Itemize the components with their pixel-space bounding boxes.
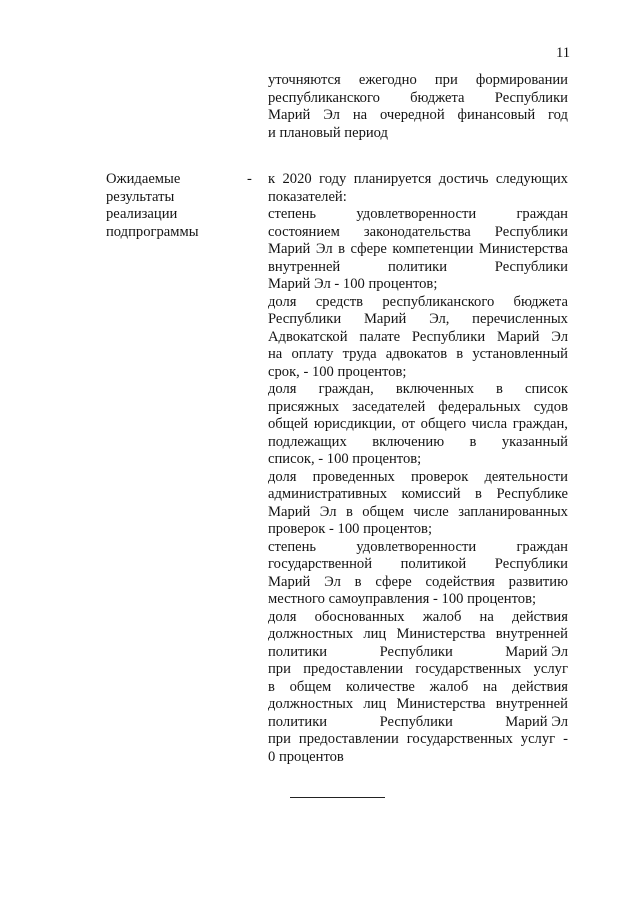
text-word: Эл (319, 503, 337, 520)
text-word: в (475, 486, 482, 502)
text-word: Эл (323, 107, 340, 123)
text-word: на (482, 678, 498, 695)
text-word: Марий (268, 241, 311, 257)
text-line (268, 714, 568, 732)
row-label-line: результаты (106, 188, 175, 205)
text-word: на (479, 608, 494, 625)
text-word: числе (413, 503, 449, 520)
text-word: Республики (494, 223, 568, 240)
text-word: заседателей (352, 398, 426, 415)
text-word: содействия (425, 573, 495, 590)
text-word: в (345, 503, 353, 520)
text-word: общем (289, 678, 332, 695)
text-word: политикой (400, 556, 467, 572)
text-word: административных (268, 486, 387, 502)
text-word: год (548, 107, 568, 123)
text-line (268, 294, 568, 312)
text-line (268, 346, 568, 364)
text-line (268, 644, 568, 662)
text-line (268, 276, 568, 294)
text-word: доля (268, 468, 297, 485)
text-word: список (525, 381, 568, 397)
text-word: при (268, 731, 291, 747)
text-word: общего (420, 416, 466, 432)
text-line (268, 416, 568, 434)
text-word: услуг (533, 661, 568, 677)
text-word: на (268, 346, 283, 362)
text-word: Марий (363, 311, 407, 327)
text-word: Республики (411, 328, 486, 345)
expected-results-text (268, 171, 568, 766)
text-word: следующих (495, 171, 568, 187)
text-word: Марий (268, 573, 311, 590)
text-line (268, 90, 568, 108)
text-word: Министерства (396, 696, 486, 712)
text-word: в (456, 346, 464, 362)
text-word: государственных (406, 731, 513, 747)
text-word: законодательства (363, 223, 471, 240)
continued-paragraph (268, 72, 568, 142)
text-line (268, 311, 568, 329)
text-word: обоснованных (314, 608, 405, 625)
text-word: Республики (494, 258, 568, 275)
text-word: республиканского (382, 293, 495, 310)
text-line (268, 486, 568, 504)
text-word: предоставлении (298, 731, 399, 747)
text-word: предоставлении (303, 661, 404, 677)
text-line (268, 609, 568, 627)
text-word: ежегодно (358, 72, 417, 88)
text-word: местного самоуправления - 100 процентов; (268, 591, 537, 607)
row-label-line: подпрограммы (106, 223, 199, 240)
text-word: Марий Эл - 100 процентов; (268, 276, 438, 292)
text-line (268, 329, 568, 347)
text-line (268, 189, 568, 207)
text-word: граждан (516, 538, 568, 555)
row-label (106, 171, 246, 241)
text-line (268, 364, 568, 382)
text-word: состоянием (268, 223, 340, 240)
text-word: Адвокатской (268, 328, 348, 345)
text-word: удовлетворенности (356, 538, 477, 555)
text-word: включению (372, 433, 445, 450)
text-line (268, 171, 568, 189)
text-word: степень (268, 206, 317, 222)
text-word: Республике (496, 486, 568, 502)
text-word: общем (362, 503, 404, 520)
text-line (268, 679, 568, 697)
text-line (268, 591, 568, 609)
text-word: судов (533, 398, 568, 415)
text-line (268, 731, 568, 749)
text-word: в (354, 573, 362, 590)
text-line (268, 107, 568, 125)
text-word: 2020 (282, 171, 312, 187)
text-word: сфере (350, 241, 387, 257)
text-line (268, 125, 568, 143)
text-word: действия (511, 678, 568, 695)
text-word: и плановый период (268, 124, 388, 141)
text-word: срок, - 100 процентов; (268, 363, 407, 380)
text-word: общей (268, 416, 309, 432)
text-word: лиц (363, 626, 387, 642)
text-line (268, 696, 568, 714)
text-word: доля (268, 381, 297, 397)
text-word: комиссий (401, 486, 461, 502)
text-word: финансовый (457, 107, 536, 123)
text-word: показателей: (268, 188, 347, 205)
text-word: Республики (379, 643, 453, 660)
text-line (268, 224, 568, 242)
text-word: при (268, 661, 291, 677)
text-word: Марий (268, 503, 311, 520)
text-word: Эл (324, 573, 341, 590)
text-line (268, 626, 568, 644)
text-line (268, 556, 568, 574)
text-word: граждан, (512, 416, 568, 432)
text-word: Республики (379, 713, 453, 730)
text-word: в (469, 433, 477, 450)
text-word: действия (511, 608, 568, 625)
text-word: компетенции (392, 241, 474, 257)
text-word: в (496, 381, 503, 397)
text-word: степень (268, 538, 317, 555)
text-word: перечисленных (472, 311, 568, 327)
footer-separator-line (290, 797, 385, 798)
text-word: труда (342, 346, 377, 362)
text-word: бюджета (410, 89, 465, 106)
text-line (268, 399, 568, 417)
text-word: к (268, 171, 276, 187)
text-word: список, - 100 процентов; (268, 451, 422, 467)
text-word: должностных (268, 696, 354, 712)
text-word: проверок (410, 468, 469, 485)
text-word: государственной (268, 556, 373, 572)
text-word: уточняются (268, 72, 341, 88)
text-word: Республики (494, 556, 568, 572)
text-word: планируется (353, 171, 432, 187)
text-word: при (434, 72, 458, 88)
text-word: бюджета (513, 293, 568, 310)
text-word: граждан, (318, 381, 374, 397)
text-line (268, 241, 568, 259)
text-word: очередной (379, 107, 445, 123)
text-line (268, 206, 568, 224)
text-word: указанный (501, 433, 568, 450)
text-word: достичь (438, 171, 489, 187)
text-line (268, 381, 568, 399)
text-word: присяжных (268, 398, 340, 415)
text-line (268, 434, 568, 452)
text-word: доля (268, 293, 297, 310)
text-word: проверок - 100 процентов; (268, 521, 432, 537)
text-word: удовлетворенности (356, 206, 477, 222)
text-word: жалоб (429, 678, 469, 695)
text-word: лиц (363, 696, 387, 712)
text-word: запланированных (458, 503, 568, 520)
text-word: политики (268, 643, 328, 660)
text-line (268, 574, 568, 592)
text-word: проведенных (312, 468, 395, 485)
row-label-line: реализации (106, 206, 178, 223)
text-word: подлежащих (268, 433, 347, 450)
text-word: в (338, 241, 346, 257)
text-word: на (352, 107, 368, 123)
text-line (268, 521, 568, 539)
text-word: должностных (268, 626, 354, 642)
text-word: Министерства (396, 626, 486, 642)
text-word: формировании (475, 72, 568, 88)
text-word: федеральных (438, 398, 521, 415)
text-word: адвокатов (385, 346, 448, 362)
text-line (268, 749, 568, 767)
text-word: граждан (516, 206, 568, 222)
text-word: развитию (508, 573, 568, 590)
text-line (268, 661, 568, 679)
row-dash: - (247, 171, 252, 187)
text-line (268, 259, 568, 277)
text-word: внутренней (495, 696, 568, 712)
row-label-line: Ожидаемые (106, 171, 181, 187)
text-word: числа (471, 416, 508, 432)
text-word: Республики (268, 311, 342, 327)
text-word: от (401, 416, 415, 432)
text-word: 0 процентов (268, 748, 344, 765)
text-word: Марий Эл (505, 643, 568, 660)
text-line (268, 504, 568, 522)
text-word: внутренней (495, 626, 568, 642)
text-line (268, 539, 568, 557)
text-word: установленный (472, 346, 568, 362)
text-word: Марий Эл (505, 713, 568, 730)
text-word: включенных (395, 381, 474, 397)
page-number: 11 (555, 45, 570, 61)
text-word: внутренней (268, 258, 341, 275)
text-word: доля (268, 608, 297, 625)
text-line (268, 72, 568, 90)
text-word: жалоб (422, 608, 462, 625)
text-word: Министерства (478, 241, 568, 257)
text-line (268, 451, 568, 469)
text-word: деятельности (484, 468, 568, 485)
text-word: оплату (291, 346, 334, 362)
text-word: году (319, 171, 347, 187)
text-word: Марий (497, 328, 540, 345)
text-word: Республики (494, 89, 568, 106)
text-word: палате (359, 328, 401, 345)
text-word: политики (268, 713, 328, 730)
text-word: государственных (415, 661, 522, 677)
text-word: средств (315, 293, 364, 310)
text-word: политики (387, 258, 448, 275)
text-word: Эл (315, 241, 333, 257)
text-line (268, 469, 568, 487)
text-word: Эл, (429, 311, 450, 327)
text-word: в (268, 678, 275, 695)
text-word: сфере (375, 573, 412, 590)
text-word: количестве (346, 678, 415, 695)
text-word: - (563, 731, 568, 747)
text-word: Марий (268, 107, 311, 123)
text-word: Эл (551, 328, 568, 345)
text-word: услуг (520, 731, 556, 747)
text-word: республиканского (268, 89, 380, 106)
text-word: юрисдикции, (313, 416, 396, 432)
